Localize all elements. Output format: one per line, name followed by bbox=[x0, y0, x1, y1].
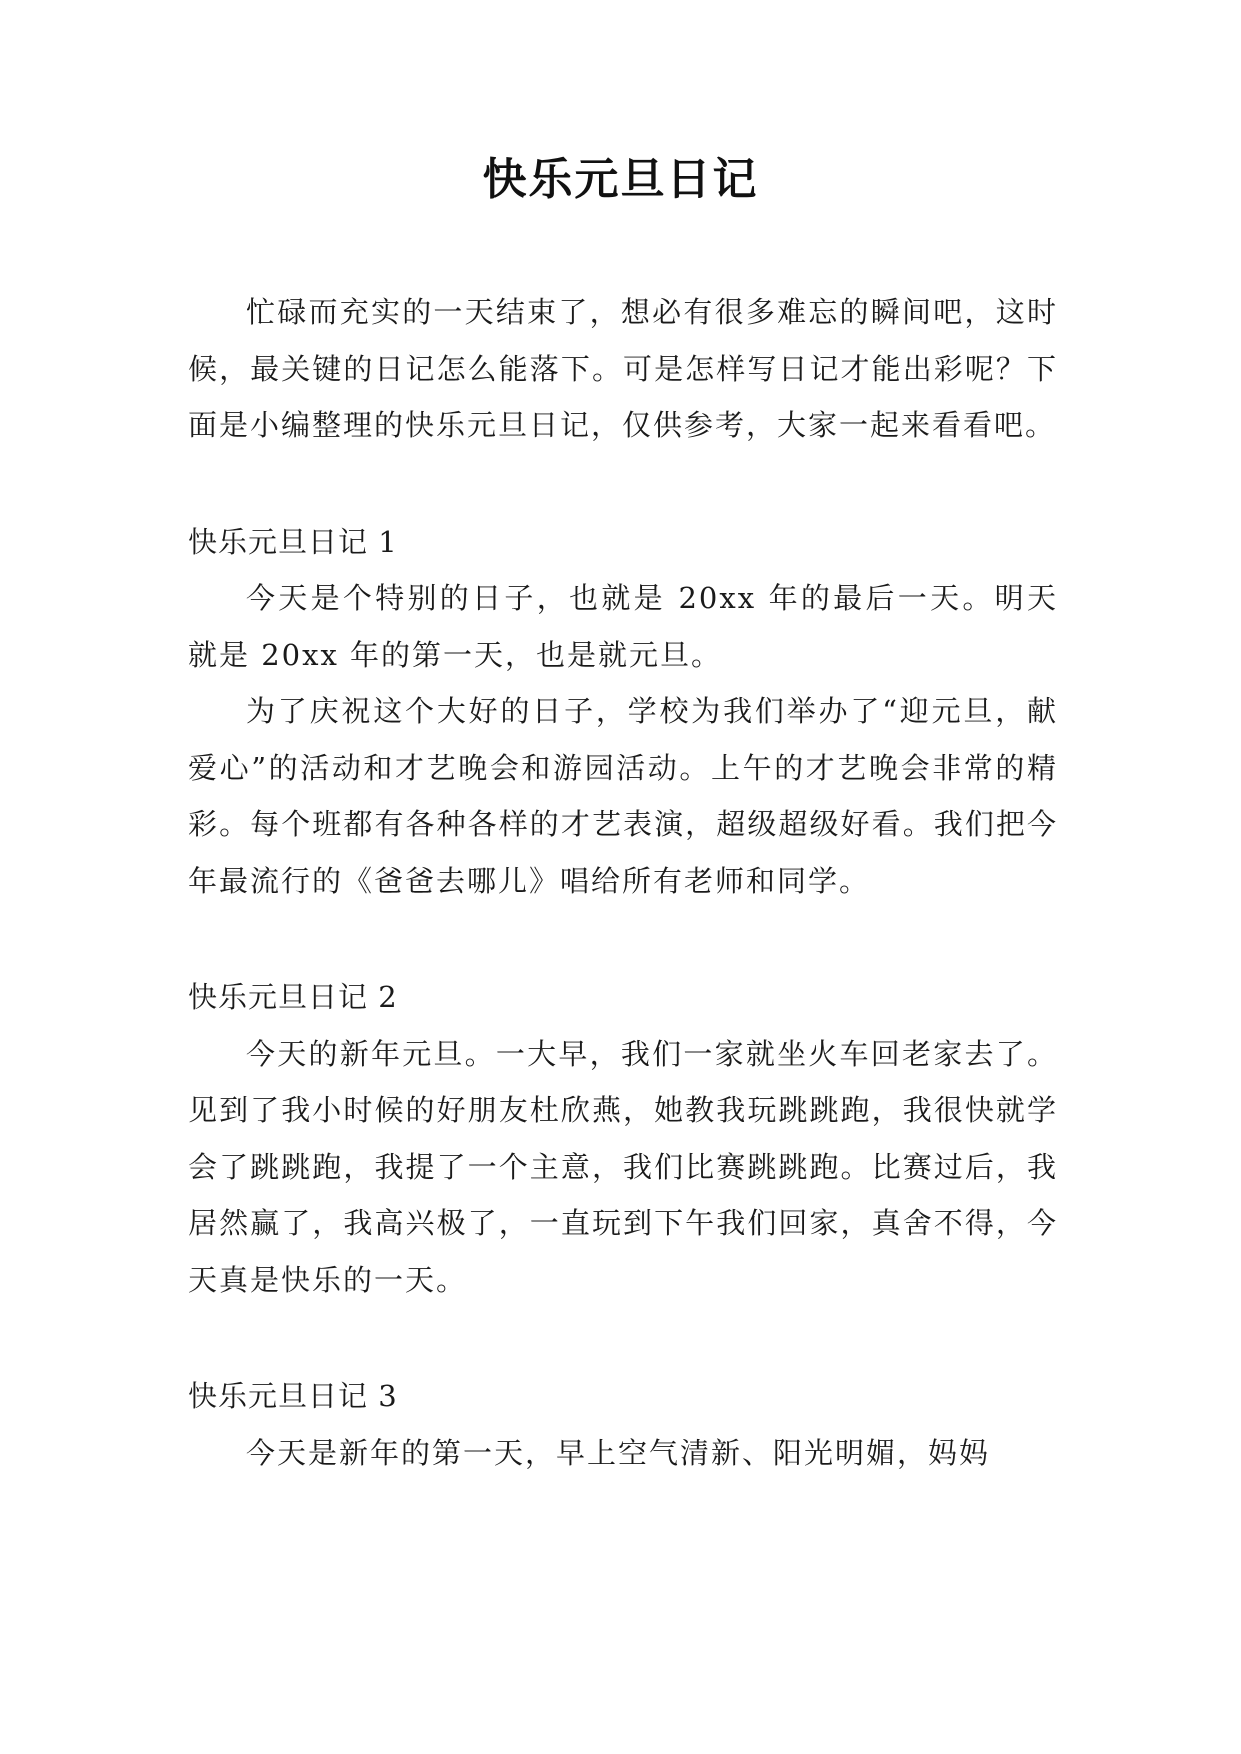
diary-section-1 bbox=[188, 514, 1058, 910]
diary-section-2 bbox=[188, 969, 1058, 1308]
section-spacer bbox=[188, 454, 1058, 514]
page-title: 快乐元旦日记 bbox=[482, 154, 759, 205]
section-heading: 快乐元旦日记 3 bbox=[188, 1379, 398, 1413]
section-spacer bbox=[188, 909, 1058, 969]
section-paragraph: 为了庆祝这个大好的日子，学校为我们举办了“迎元旦，献爱心”的活动和才艺晚会和游园活动。上午的才艺晚会非常的精彩。每个班都有各种各样的才艺表演，超级超级好看。我们把今年最流行的《爸爸去哪儿》唱给所有老师和同学。 bbox=[188, 694, 1058, 898]
document-body bbox=[188, 284, 1058, 1481]
section-spacer bbox=[188, 1308, 1058, 1368]
diary-section-3 bbox=[188, 1368, 1058, 1481]
section-heading: 快乐元旦日记 1 bbox=[188, 524, 398, 559]
section-paragraph: 今天的新年元旦。一大早，我们一家就坐火车回老家去了。见到了我小时候的好朋友杜欣燕，她教我玩跳跳跑，我很快就学会了跳跳跑，我提了一个主意，我们比赛跳跳跑。比赛过后，我居然赢了，我高兴极了，一直玩到下午我们回家，真舍不得，今天真是快乐的一天。 bbox=[188, 1036, 1058, 1297]
intro-paragraph: 忙碌而充实的一天结束了，想必有很多难忘的瞬间吧，这时候，最关键的日记怎么能落下。可是怎样写日记才能出彩呢？下面是小编整理的快乐元旦日记，仅供参考，大家一起来看看吧。 bbox=[188, 295, 1058, 442]
section-paragraph: 今天是个特别的日子，也就是 20xx 年的最后一天。明天就是 20xx 年的第一天，也是就元旦。 bbox=[188, 581, 1058, 672]
section-paragraph: 今天是新年的第一天，早上空气清新、阳光明媚，妈妈 bbox=[246, 1435, 991, 1470]
section-heading: 快乐元旦日记 2 bbox=[188, 980, 398, 1014]
